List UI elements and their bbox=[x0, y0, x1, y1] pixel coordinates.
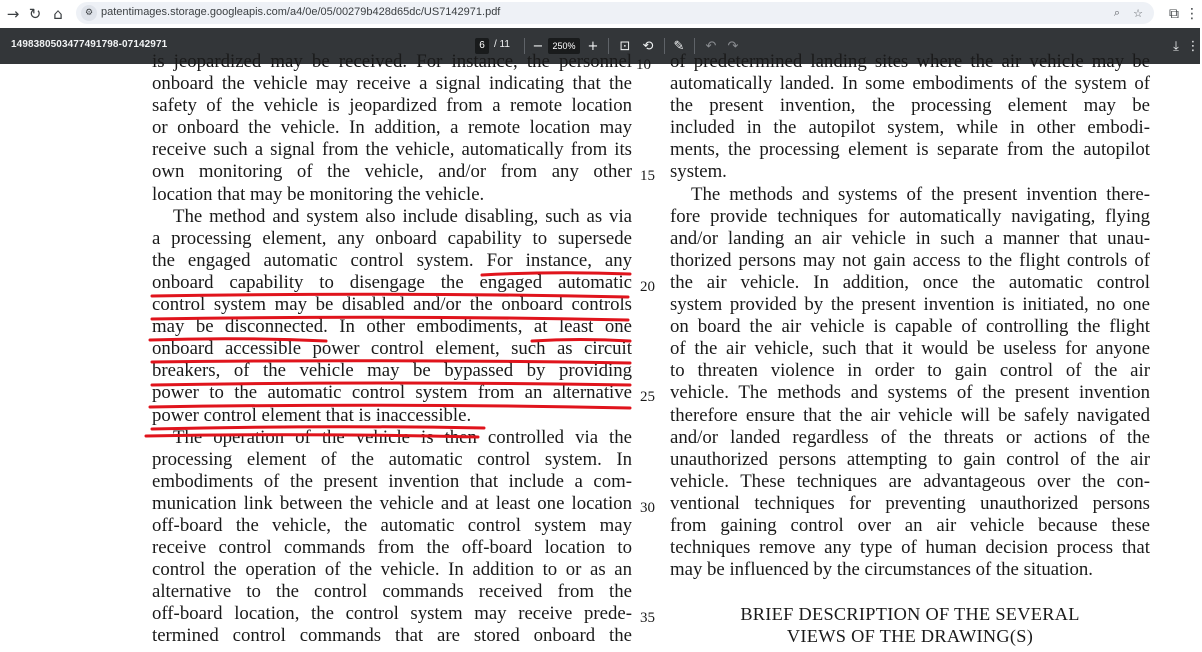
text-line: may be disconnected. In other embodiments, at least one bbox=[152, 316, 632, 338]
line-number: 10 bbox=[636, 57, 651, 73]
text-line: receive such a signal from the vehicle, automatically from its bbox=[152, 139, 632, 161]
text-line: embodiments of the present invention that include a com- bbox=[152, 470, 632, 492]
text-line: control the operation of the vehicle. In addition to or as an bbox=[152, 559, 632, 581]
text-line: unauthorized persons attempting to gain control of the air bbox=[670, 448, 1150, 470]
page-number-input[interactable]: 6 bbox=[475, 38, 489, 54]
text-line: VIEWS OF THE DRAWING(S) bbox=[786, 626, 1034, 647]
text-line: BRIEF DESCRIPTION OF THE SEVERAL bbox=[740, 604, 1080, 625]
site-info-icon[interactable]: ⚙ bbox=[81, 5, 97, 21]
text-line bbox=[670, 581, 1150, 603]
pdf-page bbox=[0, 51, 1200, 652]
line-number: 30 bbox=[640, 500, 655, 516]
browser-chrome bbox=[0, 0, 1200, 28]
text-line: receive control commands from the off-board location to bbox=[152, 537, 632, 559]
text-line: off-board location, the control system may receive prede- bbox=[152, 603, 632, 625]
redo-icon[interactable]: ↷ bbox=[727, 38, 739, 54]
zoom-icon[interactable]: ⌕ bbox=[1113, 6, 1121, 19]
text-line: termined control commands that are stored onboard the bbox=[152, 625, 632, 647]
line-number: 25 bbox=[640, 389, 655, 405]
annotate-pen-icon[interactable]: ✎ bbox=[673, 38, 685, 54]
back-arrow-icon[interactable]: → bbox=[6, 5, 20, 23]
line-number: 15 bbox=[640, 168, 655, 184]
text-line: processing element of the automatic control system. In bbox=[152, 448, 632, 470]
text-line: may be influenced by the circumstances of the situation. bbox=[670, 559, 1093, 581]
page-total: / 11 bbox=[494, 39, 510, 50]
text-line: The methods and systems of the present invention there- bbox=[691, 183, 1150, 205]
text-line: fore provide techniques for automatically navigating, flying bbox=[670, 205, 1150, 227]
undo-icon[interactable]: ↶ bbox=[705, 38, 717, 54]
text-line: onboard accessible power control element, such as circuit bbox=[152, 338, 632, 360]
text-line: a processing element, any onboard capability to supersede bbox=[152, 227, 632, 249]
text-line: the present invention, the processing element may be bbox=[670, 95, 1150, 117]
text-line: vehicle. These techniques are advantageous over the con- bbox=[670, 470, 1150, 492]
text-line: automatically landed. In some embodiments of the system of bbox=[670, 73, 1150, 95]
fit-page-icon[interactable]: ⊡ bbox=[619, 38, 631, 54]
text-line: therefore ensure that the air vehicle will be safely navigated bbox=[670, 404, 1150, 426]
text-line: system provided by the present invention is initiated, no one bbox=[670, 294, 1150, 316]
text-line: to threaten violence in order to gain control of the air bbox=[670, 360, 1150, 382]
text-line: and/or landing an air vehicle in such a manner that unau- bbox=[670, 227, 1150, 249]
text-line: of predetermined landing sites where the air vehicle may be bbox=[670, 51, 1150, 72]
text-line: onboard the vehicle may receive a signal indicating that the bbox=[152, 73, 632, 95]
left-text-column bbox=[152, 51, 632, 648]
text-line: and/or landed regardless of the threats or actions of the bbox=[670, 426, 1150, 448]
text-line: The method and system also include disabling, such as via bbox=[173, 205, 632, 227]
text-line: thorized persons may not gain access to the flight controls of bbox=[670, 249, 1150, 271]
text-line: control system may be disabled and/or the onboard controls bbox=[152, 294, 632, 316]
text-line: off-board the vehicle, the automatic control system may bbox=[152, 514, 632, 536]
text-line: techniques remove any type of human decision process that bbox=[670, 537, 1150, 559]
more-actions-icon[interactable]: ⋮ bbox=[1186, 38, 1200, 54]
text-line: safety of the vehicle is jeopardized from a remote location bbox=[152, 95, 632, 117]
text-line: own monitoring of the vehicle, and/or from any other bbox=[152, 161, 632, 183]
text-line: is jeopardized may be received. For instance, the personnel bbox=[152, 51, 632, 72]
menu-icon[interactable]: ⋮ bbox=[1185, 6, 1199, 22]
zoom-level-input[interactable]: 250% bbox=[548, 38, 580, 54]
text-line: location that may be monitoring the vehicle. bbox=[152, 183, 485, 205]
text-line: the air vehicle. In addition, once the automatic control bbox=[670, 271, 1150, 293]
right-text-column bbox=[670, 51, 1150, 648]
address-bar[interactable] bbox=[76, 2, 1154, 24]
text-line: ventional techniques for preventing unauthorized persons bbox=[670, 492, 1150, 514]
toolbar-divider bbox=[664, 38, 665, 54]
reload-icon[interactable]: ↻ bbox=[28, 5, 42, 23]
line-number: 35 bbox=[640, 610, 655, 626]
bookmark-star-icon[interactable]: ☆ bbox=[1133, 6, 1143, 20]
text-line: power control element that is inaccessible. bbox=[152, 404, 472, 426]
text-line: onboard capability to disengage the engaged automatic bbox=[152, 271, 632, 293]
url-text[interactable]: patentimages.storage.googleapis.com/a4/0e/05/00279b428d65dc/US7142971.pdf bbox=[101, 6, 501, 18]
text-line: from gaining control over an air vehicle because these bbox=[670, 514, 1150, 536]
text-line: the engaged automatic control system. For instance, any bbox=[152, 249, 632, 271]
text-line: breakers, of the vehicle may be bypassed by providing bbox=[152, 360, 632, 382]
text-line: included in the autopilot system, while in other embodi- bbox=[670, 117, 1150, 139]
text-line: ments, the processing element is separate from the autopilot bbox=[670, 139, 1150, 161]
download-icon[interactable]: ⤓ bbox=[1173, 38, 1179, 54]
text-line: alternative to the control commands received from the bbox=[152, 581, 632, 603]
rotate-icon[interactable]: ⟲ bbox=[642, 38, 654, 54]
text-line: The operation of the vehicle is then controlled via the bbox=[173, 426, 632, 448]
text-line: vehicle. The methods and systems of the present invention bbox=[670, 382, 1150, 404]
line-number: 20 bbox=[640, 279, 655, 295]
text-line: of the air vehicle, such that it would be useless for anyone bbox=[670, 338, 1150, 360]
document-title: 1498380503477491798-07142971 bbox=[11, 39, 168, 50]
text-line: or onboard the vehicle. In addition, a remote location may bbox=[152, 117, 632, 139]
zoom-in-button[interactable]: + bbox=[587, 38, 599, 54]
text-line: system. bbox=[670, 161, 727, 183]
text-line: power to the automatic control system from an alternative bbox=[152, 382, 632, 404]
extensions-icon[interactable]: ⧉ bbox=[1169, 6, 1179, 22]
home-icon[interactable]: ⌂ bbox=[53, 5, 63, 23]
zoom-out-button[interactable]: − bbox=[532, 38, 544, 54]
text-line: on board the air vehicle is capable of controlling the flight bbox=[670, 316, 1150, 338]
text-line: munication link between the vehicle and at least one location bbox=[152, 492, 632, 514]
